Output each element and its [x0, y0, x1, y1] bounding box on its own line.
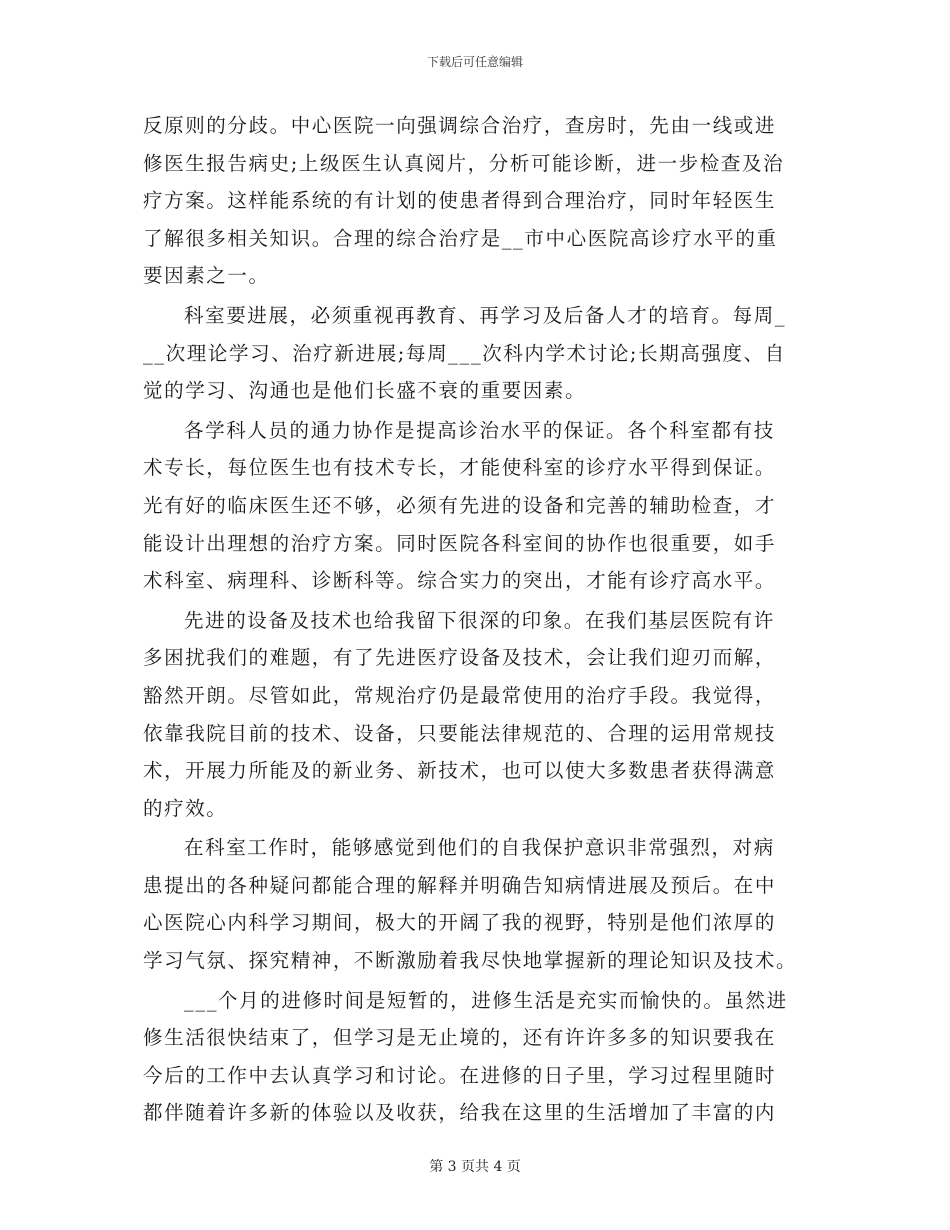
text-line: 疗方案。这样能系统的有计划的使患者得到合理治疗，同时年轻医生 — [143, 189, 777, 213]
text-line: 觉的学习、沟通也是他们长盛不衰的重要因素。 — [143, 379, 587, 403]
document-body — [143, 107, 807, 1134]
text-line: 豁然开朗。尽管如此，常规治疗仍是最常使用的治疗手段。我觉得， — [143, 683, 777, 707]
paragraph — [143, 297, 807, 410]
text-line: 光有好的临床医生还不够，必须有先进的设备和完善的辅助检查，才 — [143, 493, 777, 517]
text-line: 修医生报告病史;上级医生认真阅片，分析可能诊断，进一步检查及治 — [143, 151, 785, 175]
text-line: 能设计出理想的治疗方案。同时医院各科室间的协作也很重要，如手 — [143, 531, 777, 555]
paragraph — [143, 982, 807, 1132]
text-line: ___个月的进修时间是短暂的，进修生活是充实而愉快的。虽然进 — [184, 988, 788, 1012]
text-line: 各学科人员的通力协作是提高诊治水平的保证。各个科室都有技 — [184, 418, 775, 442]
text-line: 术专长，每位医生也有技术专长，才能使科室的诊疗水平得到保证。 — [143, 456, 777, 480]
text-line: 在科室工作时，能够感觉到他们的自我保护意识非常强烈，对病 — [184, 836, 775, 860]
paragraph — [143, 412, 807, 600]
text-line: 学习气氛、探究精神，不断激励着我尽快地掌握新的理论知识及技术。 — [143, 949, 798, 973]
text-line: 依靠我院目前的技术、设备，只要能法律规范的、合理的运用常规技 — [143, 721, 777, 745]
paragraph — [143, 829, 807, 979]
text-line: 术，开展力所能及的新业务、新技术，也可以使大多数患者获得满意 — [143, 759, 777, 783]
text-line: 今后的工作中去认真学习和讨论。在进修的日子里，学习过程里随时 — [143, 1063, 777, 1087]
text-line: 术科室、病理科、诊断科等。综合实力的突出，才能有诊疗高水平。 — [143, 569, 777, 593]
text-line: 了解很多相关知识。合理的综合治疗是__市中心医院高诊疗水平的重 — [143, 226, 778, 250]
text-line: 都伴随着许多新的体验以及收获，给我在这里的生活增加了丰富的内 — [143, 1101, 777, 1125]
paragraph — [143, 107, 807, 295]
text-line: 的疗效。 — [143, 796, 228, 820]
text-line: 反原则的分歧。中心医院一向强调综合治疗，查房时，先由一线或进 — [143, 114, 777, 137]
text-line: 多困扰我们的难题，有了先进医疗设备及技术，会让我们迎刃而解， — [143, 646, 777, 670]
text-line: 先进的设备及技术也给我留下很深的印象。在我们基层医院有许 — [184, 608, 775, 632]
text-line: 心医院心内科学习期间，极大的开阔了我的视野，特别是他们浓厚的 — [143, 911, 777, 935]
text-line: 患提出的各种疑问都能合理的解释并明确告知病情进展及预后。在中 — [143, 873, 777, 897]
page-header: 下载后可任意编辑 — [426, 55, 523, 69]
text-line: 修生活很快结束了，但学习是无止境的，还有许许多多的知识要我在 — [143, 1026, 777, 1050]
text-line: 要因素之一。 — [143, 264, 270, 288]
paragraph — [143, 602, 807, 828]
text-line: 科室要进展，必须重视再教育、再学习及后备人才的培育。每周_ — [184, 303, 787, 327]
text-line: __次理论学习、治疗新进展;每周___次科内学术讨论;长期高强度、自 — [143, 341, 786, 365]
page-footer: 第 3 页共 4 页 — [429, 1159, 521, 1175]
